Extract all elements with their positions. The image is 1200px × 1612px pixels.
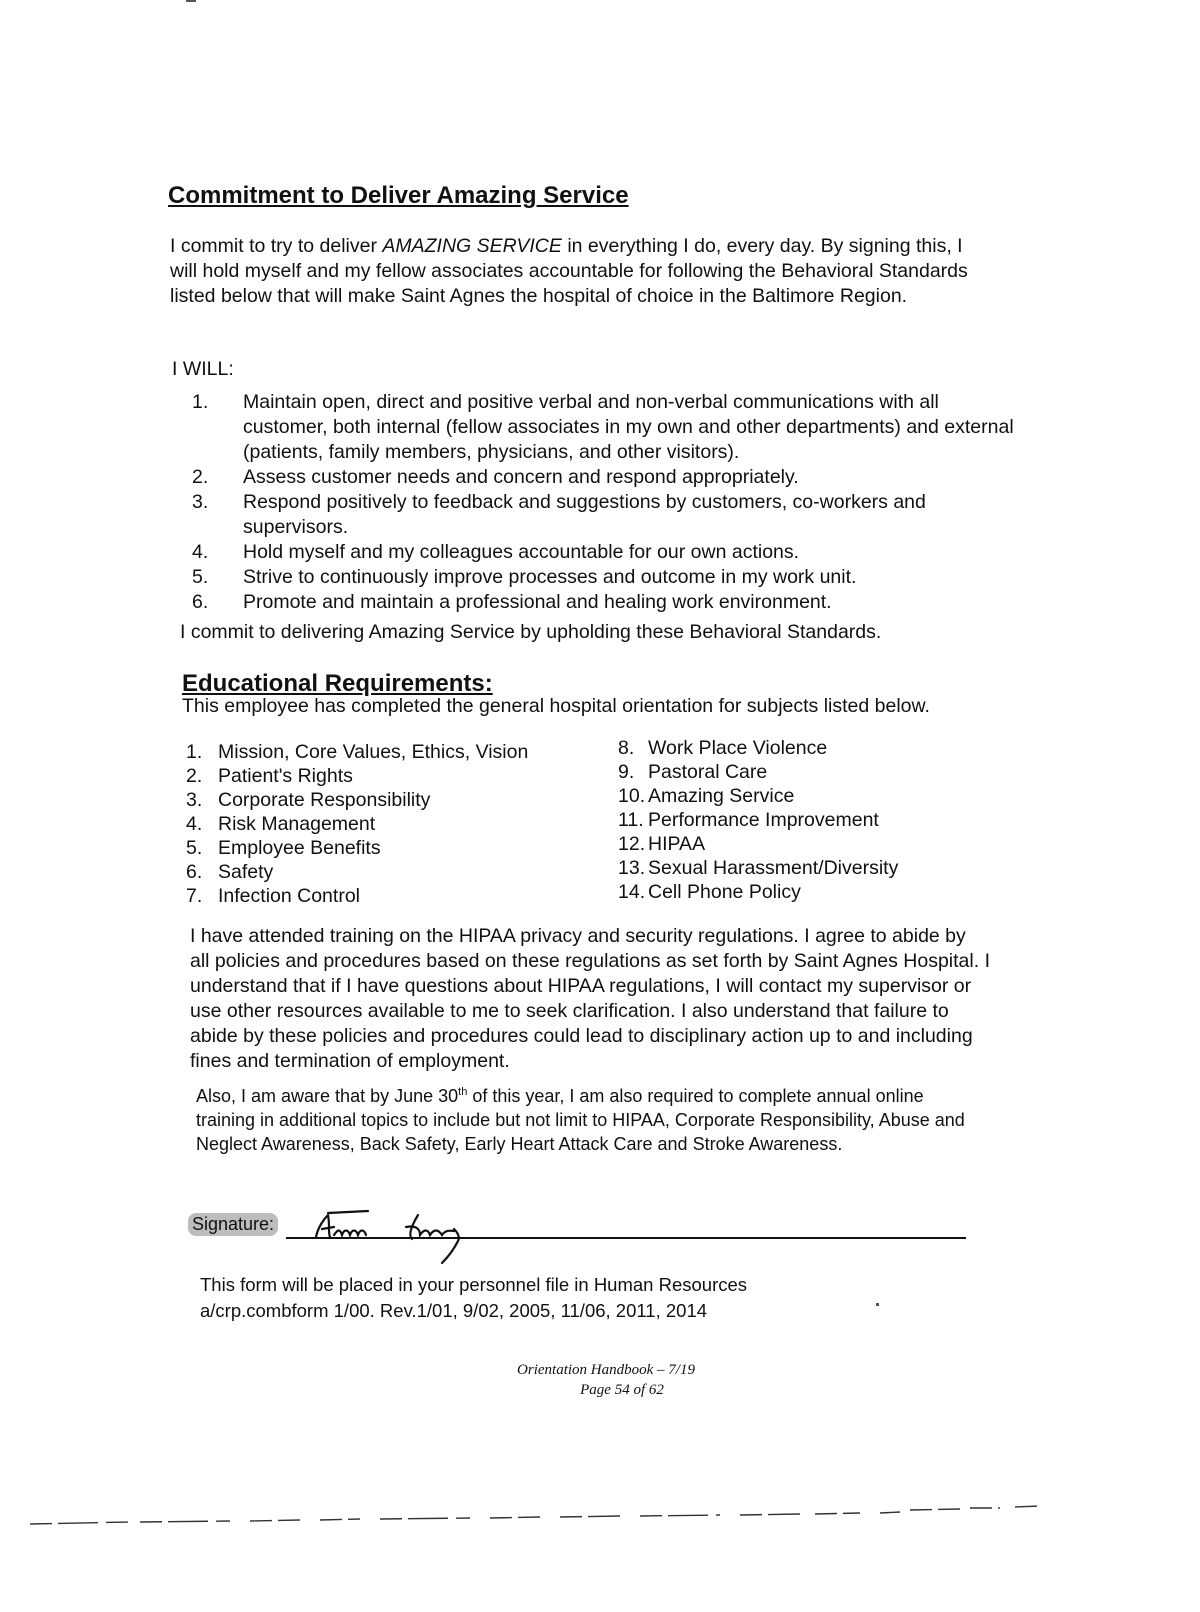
scan-speck: [876, 1303, 879, 1306]
annual-text-start: Also, I am aware that by June 30: [196, 1086, 459, 1106]
list-item: [186, 884, 606, 908]
item-text: Amazing Service: [648, 785, 795, 807]
scan-speck: [186, 0, 196, 2]
intro-emphasis: AMAZING SERVICE: [382, 235, 562, 257]
item-text: Cell Phone Policy: [648, 881, 801, 903]
list-item: [186, 764, 606, 788]
item-text: Sexual Harassment/Diversity: [648, 857, 899, 879]
item-number: 1.: [186, 741, 203, 763]
orientation-subjects-right: [618, 736, 998, 904]
behavioral-standards-list: [176, 390, 1016, 615]
item-number: 5.: [192, 566, 209, 588]
item-number: 12.: [618, 833, 646, 855]
item-number: 1.: [192, 391, 209, 413]
item-text: Infection Control: [218, 885, 360, 907]
item-text: Strive to continuously improve processes and outcome in my work unit.: [243, 566, 857, 588]
list-item: [176, 490, 1016, 540]
annual-text-end: of this year, I am also required to complete annual online training in additional topics to include but not limit to HIPAA, Corporate Responsibility, Abuse and Neglect Awareness, Back Safety, Early Heart Attack Care and Stroke Awareness.: [196, 1086, 965, 1154]
item-text: Performance Improvement: [648, 809, 879, 831]
signature-label: Signature:: [188, 1213, 278, 1236]
item-number: 5.: [186, 837, 203, 859]
commitment-heading: Commitment to Deliver Amazing Service: [168, 182, 629, 209]
item-text: Risk Management: [218, 813, 376, 835]
list-item: [618, 760, 998, 784]
item-number: 8.: [618, 737, 635, 759]
personnel-file-note: This form will be placed in your personnel file in Human Resources: [200, 1274, 748, 1295]
item-text: Employee Benefits: [218, 837, 381, 859]
item-text: Safety: [218, 861, 274, 883]
item-text: Promote and maintain a professional and healing work environment.: [243, 591, 832, 613]
item-text: Assess customer needs and concern and respond appropriately.: [243, 466, 799, 488]
signature-row: [188, 1207, 978, 1257]
list-item: [186, 812, 606, 836]
annual-training-paragraph: [196, 1080, 966, 1156]
commitment-intro: [170, 234, 990, 309]
list-item: [618, 832, 998, 856]
intro-text-start: I commit to try to deliver: [170, 235, 383, 257]
scan-edge-line: [0, 1490, 1200, 1530]
item-text: Hold myself and my colleagues accountable for our own actions.: [243, 541, 800, 563]
commitment-closing: I commit to delivering Amazing Service by upholding these Behavioral Standards.: [180, 621, 882, 643]
list-item: [618, 736, 998, 760]
orientation-subjects-left: [186, 740, 606, 908]
item-text: Maintain open, direct and positive verbal and non-verbal communications with all customer, both internal (fellow associates in my own and other departments) and external (patients, family members, physicians, and other visitors).: [243, 391, 1014, 463]
form-revision-code: a/crp.combform 1/00. Rev.1/01, 9/02, 2005, 11/06, 2011, 2014: [200, 1300, 708, 1321]
list-item: [186, 740, 606, 764]
list-item: [618, 784, 998, 808]
list-item: [176, 390, 1016, 465]
item-number: 13.: [618, 857, 646, 879]
item-text: Corporate Responsibility: [218, 789, 431, 811]
list-item: [186, 860, 606, 884]
hipaa-paragraph: I have attended training on the HIPAA privacy and security regulations. I agree to abide by all policies and procedures based on these regulations as set forth by Saint Agnes Hospital. I understand that if I have questions about HIPAA regulations, I will contact my supervisor or use other resources available to me to seek clarification. I also understand that failure to abide by these policies and procedures could lead to disciplinary action up to and including fines and termination of employment.: [190, 925, 990, 1072]
list-item: [176, 540, 1016, 565]
list-item: [618, 856, 998, 880]
will-label: I WILL:: [172, 358, 234, 380]
item-number: 3.: [186, 789, 203, 811]
list-item: [176, 590, 1016, 615]
item-text: Mission, Core Values, Ethics, Vision: [218, 741, 529, 763]
handwritten-signature: [308, 1207, 508, 1267]
list-item: [618, 808, 998, 832]
item-number: 2.: [186, 765, 203, 787]
item-number: 9.: [618, 761, 635, 783]
item-number: 6.: [192, 591, 209, 613]
item-number: 2.: [192, 466, 209, 488]
list-item: [186, 836, 606, 860]
item-number: 4.: [192, 541, 209, 563]
annual-superscript: th: [458, 1086, 468, 1098]
item-text: Patient's Rights: [218, 765, 353, 787]
list-item: [186, 788, 606, 812]
list-item: [176, 465, 1016, 490]
item-text: HIPAA: [648, 833, 706, 855]
item-number: 14.: [618, 881, 646, 903]
item-text: Work Place Violence: [648, 737, 828, 759]
item-number: 7.: [186, 885, 203, 907]
page-number: Page 54 of 62: [580, 1382, 664, 1398]
item-number: 6.: [186, 861, 203, 883]
item-number: 11.: [618, 809, 644, 831]
list-item: [618, 880, 998, 904]
list-item: [176, 565, 1016, 590]
item-text: Pastoral Care: [648, 761, 768, 783]
item-number: 3.: [192, 491, 209, 513]
item-number: 10.: [618, 785, 646, 807]
education-heading: Educational Requirements:: [182, 670, 493, 697]
item-number: 4.: [186, 813, 203, 835]
intro-text-end: in everything I do, every day. By signing this, I will hold myself and my fellow associates accountable for following the Behavioral Standards listed below that will make Saint Agnes the hospital of choice in the Baltimore Region.: [170, 235, 968, 307]
education-intro: This employee has completed the general hospital orientation for subjects listed below.: [182, 695, 930, 717]
handbook-footer: Orientation Handbook – 7/19: [517, 1362, 695, 1378]
item-text: Respond positively to feedback and suggestions by customers, co-workers and supervisors.: [243, 491, 926, 538]
